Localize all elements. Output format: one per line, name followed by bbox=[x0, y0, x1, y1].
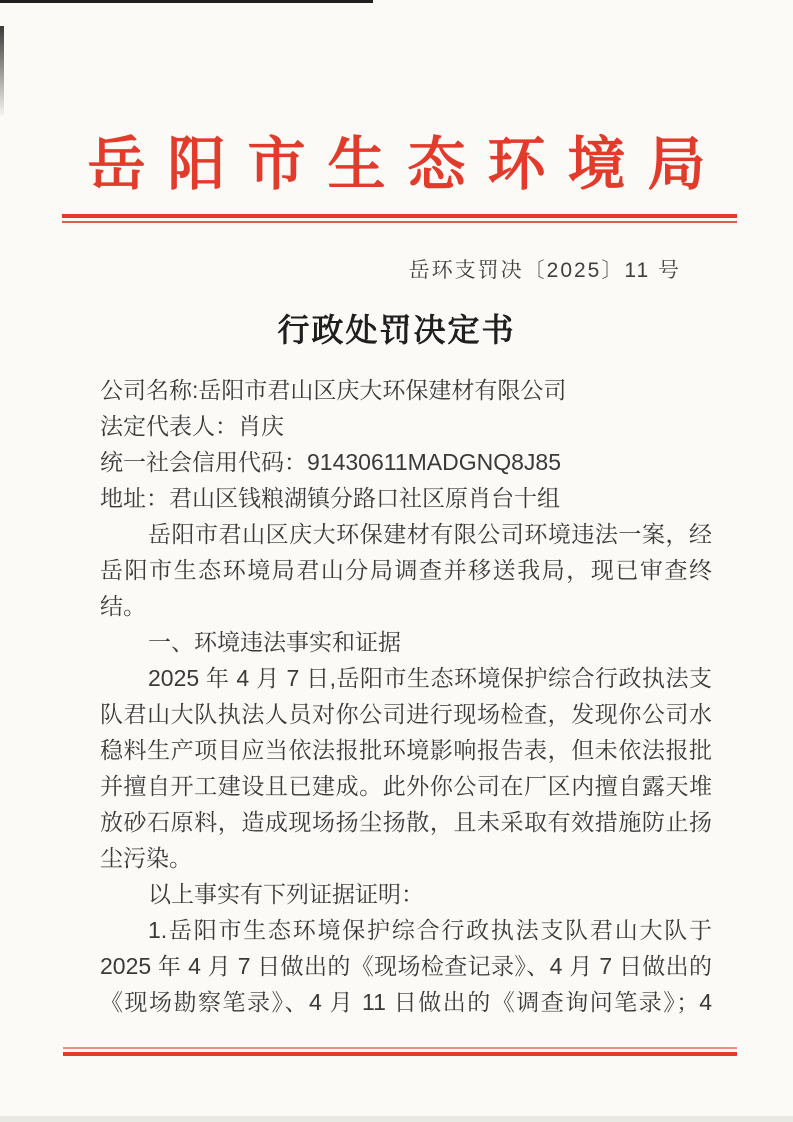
header-divider-thick-line bbox=[62, 214, 737, 218]
body-line: 稳料生产项目应当依法报批环境影响报告表，但未依法报批 bbox=[100, 737, 712, 763]
footer-divider-thick-line bbox=[63, 1052, 737, 1056]
header-divider-thin-line bbox=[62, 221, 737, 223]
body-line: 地址：君山区钱粮湖镇分路口社区原肖台十组 bbox=[100, 485, 560, 511]
body-line: 岳阳市君山区庆大环保建材有限公司环境违法一案，经 bbox=[148, 521, 712, 547]
header-divider bbox=[62, 214, 737, 223]
scan-artifact-left-edge bbox=[0, 26, 4, 118]
document-title: 行政处罚决定书 bbox=[277, 312, 516, 348]
agency-name: 岳阳市生态环境局 bbox=[87, 132, 728, 197]
footer-divider-thin-line bbox=[63, 1047, 737, 1049]
body-line: 一、环境违法事实和证据 bbox=[148, 629, 401, 655]
body-line: 公司名称:岳阳市君山区庆大环保建材有限公司 bbox=[100, 377, 567, 403]
body-line: 并擅自开工建设且已建成。此外你公司在厂区内擅自露天堆 bbox=[100, 773, 712, 799]
footer-divider bbox=[63, 1047, 737, 1056]
document-body bbox=[100, 372, 712, 1020]
scan-artifact-bottom-edge bbox=[0, 1116, 793, 1122]
body-line: 法定代表人：肖庆 bbox=[100, 413, 284, 439]
body-line: 《现场勘察笔录》、4 月 11 日做出的《调查询问笔录》；4 bbox=[100, 989, 712, 1015]
body-line: 队君山大队执法人员对你公司进行现场检查，发现你公司水 bbox=[100, 701, 712, 727]
body-line: 放砂石原料，造成现场扬尘扬散，且未采取有效措施防止扬 bbox=[100, 809, 712, 835]
body-line: 1.岳阳市生态环境保护综合行政执法支队君山大队于 bbox=[148, 917, 712, 943]
body-line: 岳阳市生态环境局君山分局调查并移送我局，现已审查终 bbox=[100, 557, 712, 583]
body-line: 2025 年 4 月 7 日做出的《现场检查记录》、4 月 7 日做出的 bbox=[100, 953, 712, 979]
body-line: 2025 年 4 月 7 日,岳阳市生态环境保护综合行政执法支 bbox=[148, 665, 712, 691]
body-line: 尘污染。 bbox=[100, 845, 192, 871]
body-line: 统一社会信用代码：91430611MADGNQ8J85 bbox=[100, 449, 561, 475]
scan-artifact-top-edge bbox=[0, 0, 373, 3]
body-line: 结。 bbox=[100, 593, 146, 619]
document-number: 岳环支罚决〔2025〕11 号 bbox=[408, 259, 681, 282]
body-line: 以上事实有下列证据证明： bbox=[148, 881, 424, 907]
